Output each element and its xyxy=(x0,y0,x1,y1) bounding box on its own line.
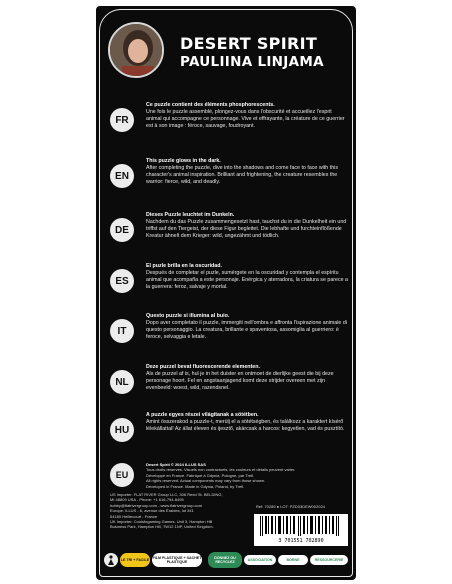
importer-line: US Importer: FLAT RIVER Group LLC, 306 Reed St. BELDING, xyxy=(110,492,223,497)
importer-line: Business Park, Hampton Hill, TW12 1NP, United Kingdom. xyxy=(110,524,214,530)
barcode-bars-icon xyxy=(254,514,348,538)
lang-badge: ES xyxy=(110,269,134,293)
recycle-tag: ASSOCIATION xyxy=(244,555,276,565)
lang-body: Amint összerakod a puzzle-t, merülj el a sötétségben, és találkozz a karaktert kísérő lélekállattal! Az állat éleven és ijesztő, akárcsak a harcos: kegyetlen, vad és pusztító. xyxy=(146,419,345,432)
film-pill: FILM PLASTIQUE + SACHET PLASTIQUE xyxy=(152,553,202,567)
lang-body: Nachdem du das Puzzle zusammengesetzt hast, tauchst du in die Dunkelheit ein und triffst auf den Tiergeist, der diese Figur begleitet. Die lebhafte und furchteinflößende Kreatur ähnelt dem Krieger: wild, ungezähmt und tödlich. xyxy=(146,219,347,239)
lang-heading: Ce puzzle contient des éléments phosphorescents. xyxy=(146,102,275,108)
lang-badge: DE xyxy=(110,218,134,242)
lang-heading: Questo puzzle si illumina al buio. xyxy=(146,313,230,319)
artist-name: PAULIINA LINJAMA xyxy=(180,54,324,70)
lang-text xyxy=(146,263,348,291)
puzzle-box-back xyxy=(96,6,356,580)
lang-body: Después de completar el puzle, sumérgete en la oscuridad y contempla el espíritu animal que acompaña a este personaje. Enérgica y aterradora, la criatura se parece a la guerrera: feroz, salvaje y mortal. xyxy=(146,270,348,290)
eu-badge: EU xyxy=(110,463,134,487)
legal-line: All rights reserved. Actual components may vary from those shown. xyxy=(146,478,266,484)
importer-text xyxy=(110,492,258,530)
lang-heading: A puzzle egyes részei világítanak a sötétben. xyxy=(146,412,259,418)
importer-line: 54180 Heillecourt - France xyxy=(110,513,158,519)
importer-line: Europe: ILLUS - 6, avenue des Érables, lot 341 xyxy=(110,508,194,514)
artist-photo xyxy=(108,22,164,78)
importer-line: MI 48809 USA - Phone: +1 616-794-6495 xyxy=(110,497,184,503)
copyright-line: Desert Spirit © 2024 ILLUS SAS xyxy=(146,462,206,467)
lang-text xyxy=(146,102,348,130)
lang-heading: This puzzle glows in the dark. xyxy=(146,158,221,164)
lang-badge: NL xyxy=(110,370,134,394)
lang-text xyxy=(146,313,348,341)
lang-badge: HU xyxy=(110,418,134,442)
recycle-tag: RESSOURCERIE xyxy=(310,555,348,565)
lang-badge: IT xyxy=(110,319,134,343)
lang-body: After completing the puzzle, dive into the shadows and come face to face with this character's animal inspiration. Brilliant and frightening, the creature resembles the warrior: fierce, wild, and deadly. xyxy=(146,165,338,185)
importer-line: UK Importer: Coolsfogaming Games, Unit 3, Hampton Hill xyxy=(110,519,213,525)
donate-pill: DONNEZ OU RECYCLEZ xyxy=(208,552,242,568)
product-title: DESERT SPIRIT xyxy=(180,34,318,53)
ref-lot: Ref: 70289 ● LOT: PZD03DEW002024 xyxy=(256,504,325,509)
importer-line: hobby@flatrivergroup.com - www.flatrivergroup.com xyxy=(110,502,203,508)
triman-icon xyxy=(104,553,118,567)
lang-body: Als de puzzel af is, hul je in het duister en ontmoet de dierlijke geest die bij deze personage hoort. Fel en angstaanjagend komt deze strijder overeen met zijn evenbeeld: woest, wild, razendsnel. xyxy=(146,371,334,391)
eu-legal-text xyxy=(146,462,346,489)
recycle-tag: BORNE xyxy=(278,555,308,565)
lang-text xyxy=(146,212,348,240)
lang-text xyxy=(146,158,348,186)
sorting-pill: LE TRI + FACILE xyxy=(120,553,150,567)
recycling-strip xyxy=(104,552,348,570)
lang-heading: Dieses Puzzle leuchtet im Dunkeln. xyxy=(146,212,235,218)
legal-line: Developed in France. Made in Gdynia, Poland, by Trefl. xyxy=(146,483,245,489)
barcode-number: 3 701551 702890 xyxy=(278,538,324,544)
lang-badge: FR xyxy=(110,108,134,132)
lang-text xyxy=(146,364,348,392)
lang-heading: Deze puzzel bevat fluorescerende elementen. xyxy=(146,364,260,370)
legal-line: Tous droits réservés. Visuels non contractuels, les couleurs et détails peuvent varier. xyxy=(146,467,296,473)
lang-text xyxy=(146,412,348,433)
lang-body: Dopo aver completato il puzzle, immergiti nell'ombra e affronta l'ispirazione animale di questo personaggio. La creatura, brillante e spaventosa, assomiglia al guerriero: è feroce, selvaggia e letale. xyxy=(146,320,347,340)
lang-heading: El puzle brilla en la oscuridad. xyxy=(146,263,222,269)
lang-badge: EN xyxy=(110,164,134,188)
lang-body: Une fois le puzzle assemblé, plongez-vous dans l'obscurité et accueillez l'esprit animal qui accompagne ce personnage. Vive et effrayante, la créature de ce guerrier est à son image : féroce, sauvage, foudroyant. xyxy=(146,109,345,129)
barcode xyxy=(254,514,348,546)
legal-line: Développé en France. Fabriqué à Gdynia, Pologne, par Trefl. xyxy=(146,472,255,478)
